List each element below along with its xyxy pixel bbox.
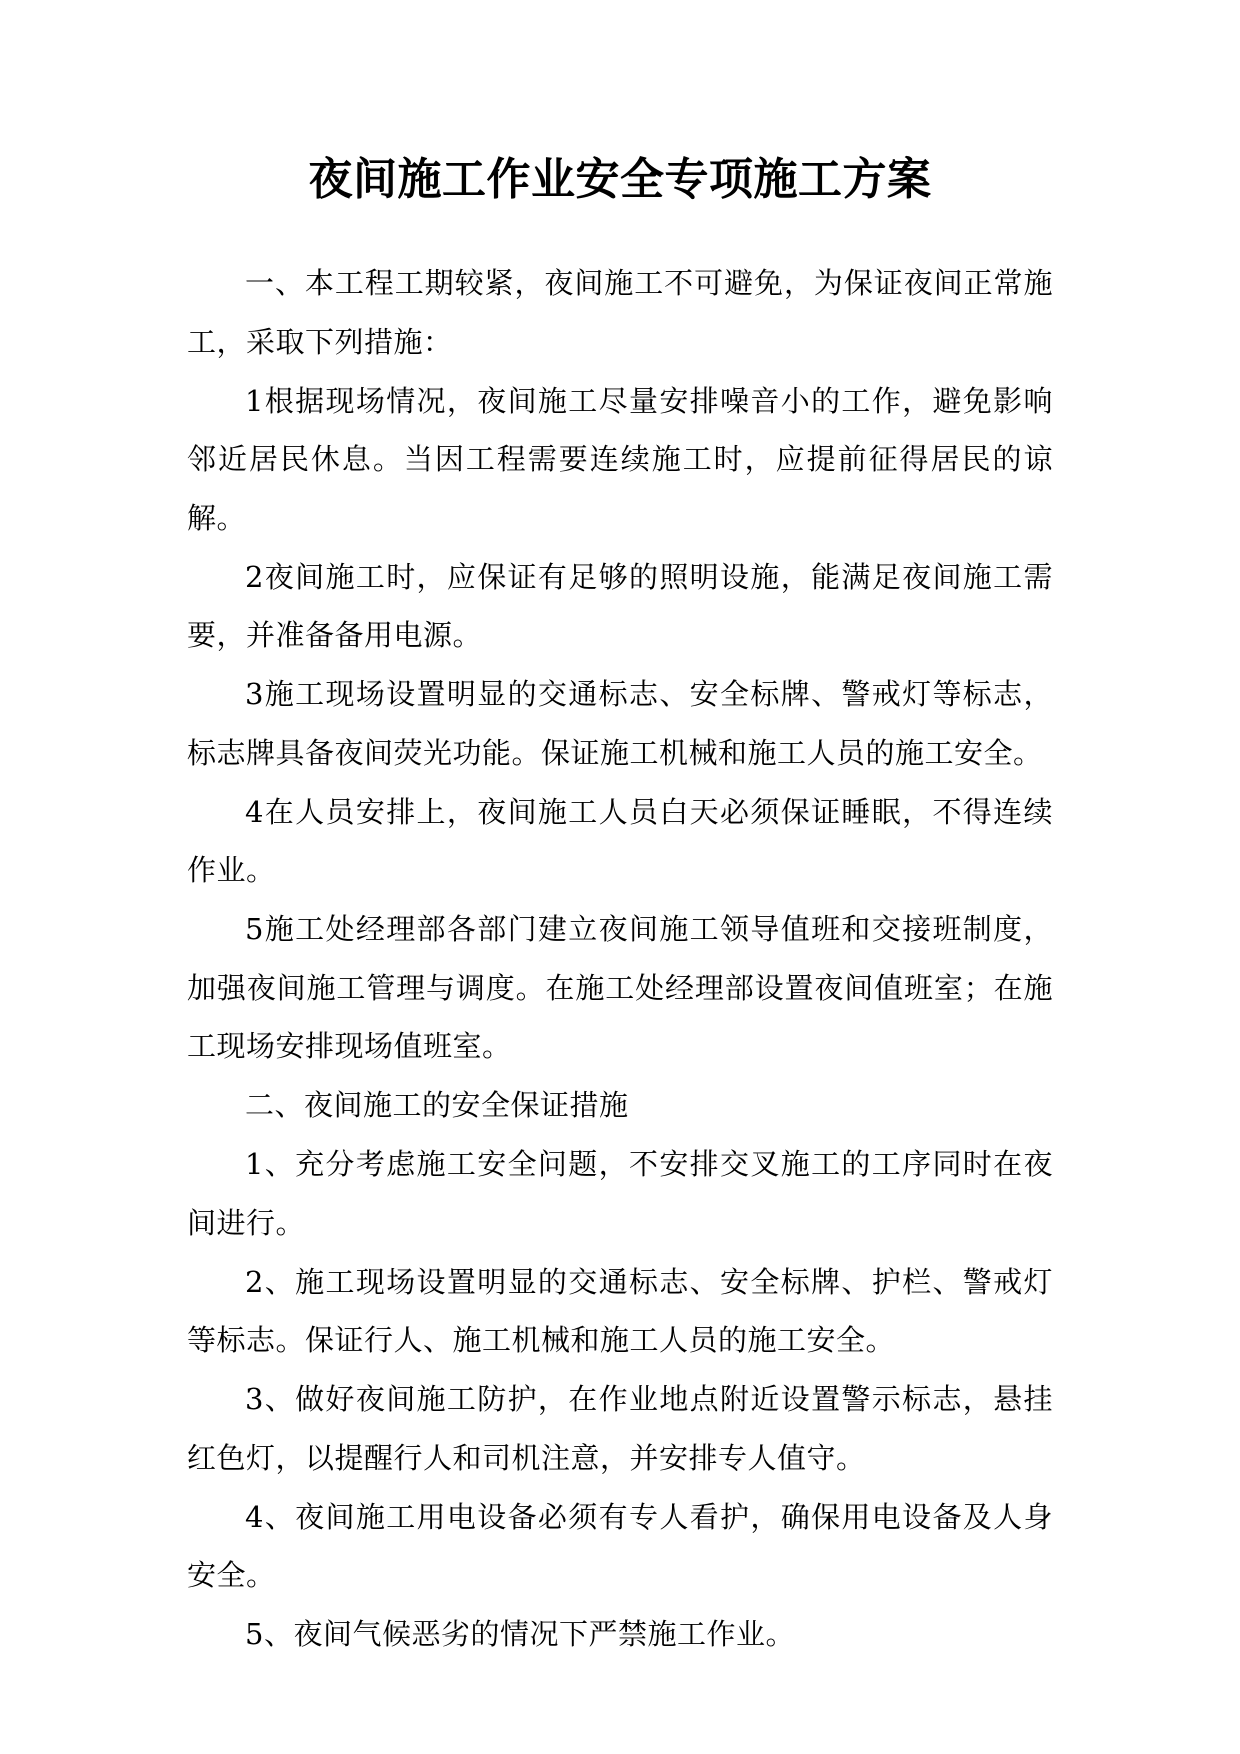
paragraph-safety-5: 5、夜间气候恶劣的情况下严禁施工作业。 bbox=[245, 1617, 795, 1651]
paragraph-measure-3: 3施工现场设置明显的交通标志、安全标牌、警戒灯等标志，标志牌具备夜间荧光功能。保证施工机械和施工人员的施工安全。 bbox=[187, 677, 1053, 770]
paragraph-safety-1: 1、充分考虑施工安全问题，不安排交叉施工的工序同时在夜间进行。 bbox=[187, 1147, 1053, 1240]
paragraph-measure-2: 2夜间施工时，应保证有足够的照明设施，能满足夜间施工需要，并准备备用电源。 bbox=[187, 559, 1053, 652]
paragraph-measure-5: 5施工处经理部各部门建立夜间施工领导值班和交接班制度，加强夜间施工管理与调度。在施工处经理部设置夜间值班室；在施工现场安排现场值班室。 bbox=[187, 912, 1053, 1063]
document-page bbox=[187, 150, 1053, 1664]
paragraph-safety-3: 3、做好夜间施工防护，在作业地点附近设置警示标志，悬挂红色灯，以提醒行人和司机注意，并安排专人值守。 bbox=[187, 1382, 1053, 1475]
paragraph-safety-2: 2、施工现场设置明显的交通标志、安全标牌、护栏、警戒灯等标志。保证行人、施工机械和施工人员的施工安全。 bbox=[187, 1264, 1053, 1357]
paragraph-safety-4: 4、夜间施工用电设备必须有专人看护，确保用电设备及人身安全。 bbox=[187, 1499, 1053, 1592]
section-heading-safety: 二、夜间施工的安全保证措施 bbox=[245, 1088, 629, 1122]
paragraph-intro: 一、本工程工期较紧，夜间施工不可避免，为保证夜间正常施工，采取下列措施： bbox=[187, 266, 1053, 359]
paragraph-measure-1: 1根据现场情况，夜间施工尽量安排噪音小的工作，避免影响邻近居民休息。当因工程需要连续施工时，应提前征得居民的谅解。 bbox=[187, 383, 1053, 535]
paragraph-measure-4: 4在人员安排上，夜间施工人员白天必须保证睡眠，不得连续作业。 bbox=[187, 794, 1053, 887]
document-body bbox=[187, 254, 1053, 1664]
document-title: 夜间施工作业安全专项施工方案 bbox=[308, 154, 932, 205]
